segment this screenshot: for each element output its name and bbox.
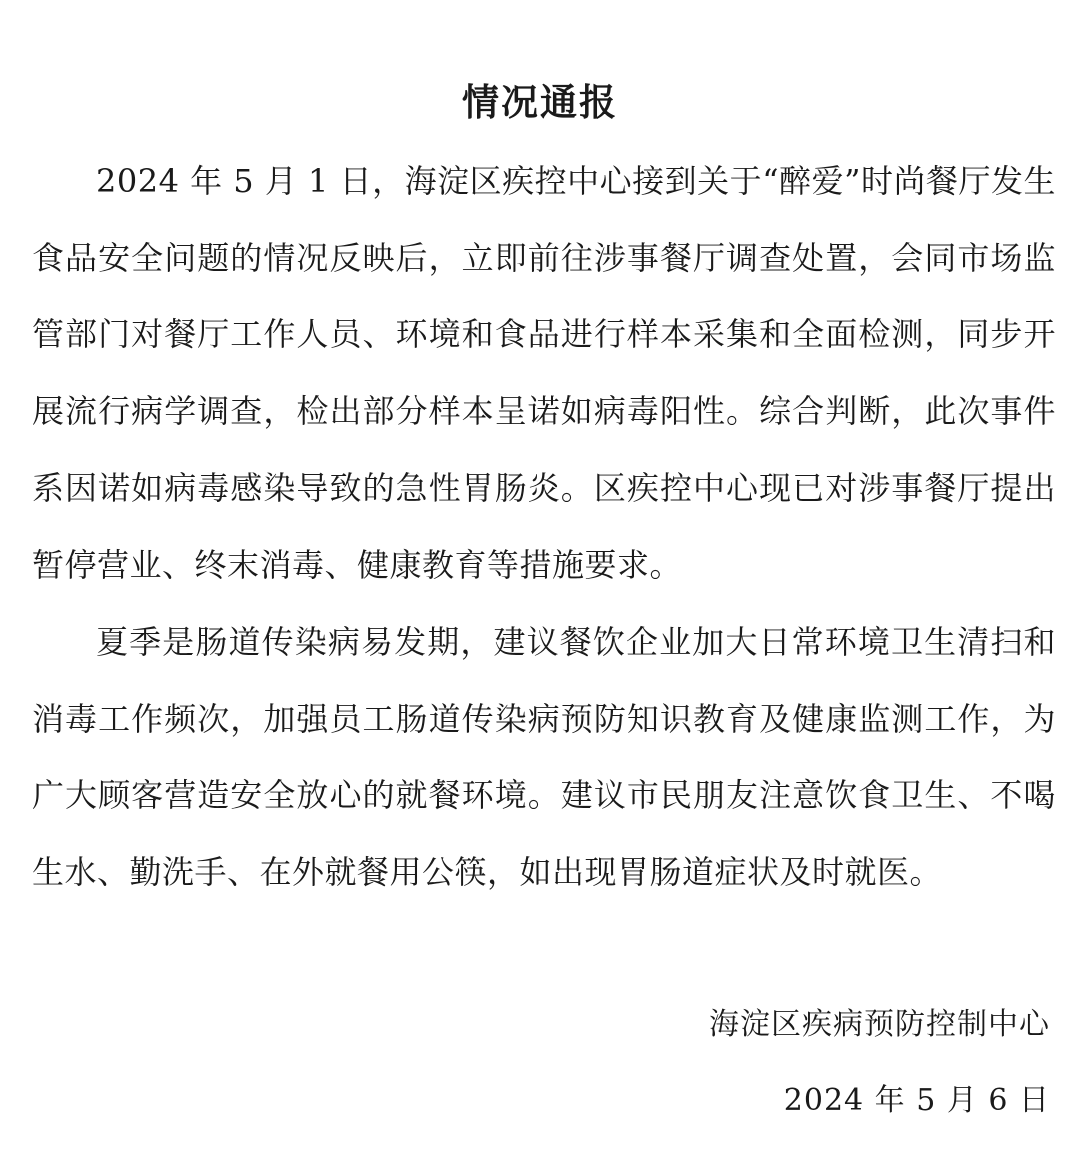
- signature-organization: 海淀区疾病预防控制中心: [709, 1007, 1050, 1042]
- signature-date: 2024 年 5 月 6 日: [783, 1083, 1050, 1118]
- page-title: 情况通报: [462, 80, 618, 124]
- body-paragraph-1: 2024 年 5 月 1 日，海淀区疾控中心接到关于“醉爱”时尚餐厅发生食品安全问题的情况反映后，立即前往涉事餐厅调查处置，会同市场监管部门对餐厅工作人员、环境和食品进行样本采集和全面检测，同步开展流行病学调查，检出部分样本呈诺如病毒阳性。综合判断，此次事件系因诺如病毒感染导致的急性胃肠炎。区疾控中心现已对涉事餐厅提出暂停营业、终末消毒、健康教育等措施要求。: [32, 162, 1056, 584]
- body-paragraph-2: 夏季是肠道传染病易发期，建议餐饮企业加大日常环境卫生清扫和消毒工作频次，加强员工肠道传染病预防知识教育及健康监测工作，为广大顾客营造安全放心的就餐环境。建议市民朋友注意饮食卫生、不喝生水、勤洗手、在外就餐用公筷，如出现胃肠道症状及时就医。: [32, 623, 1056, 892]
